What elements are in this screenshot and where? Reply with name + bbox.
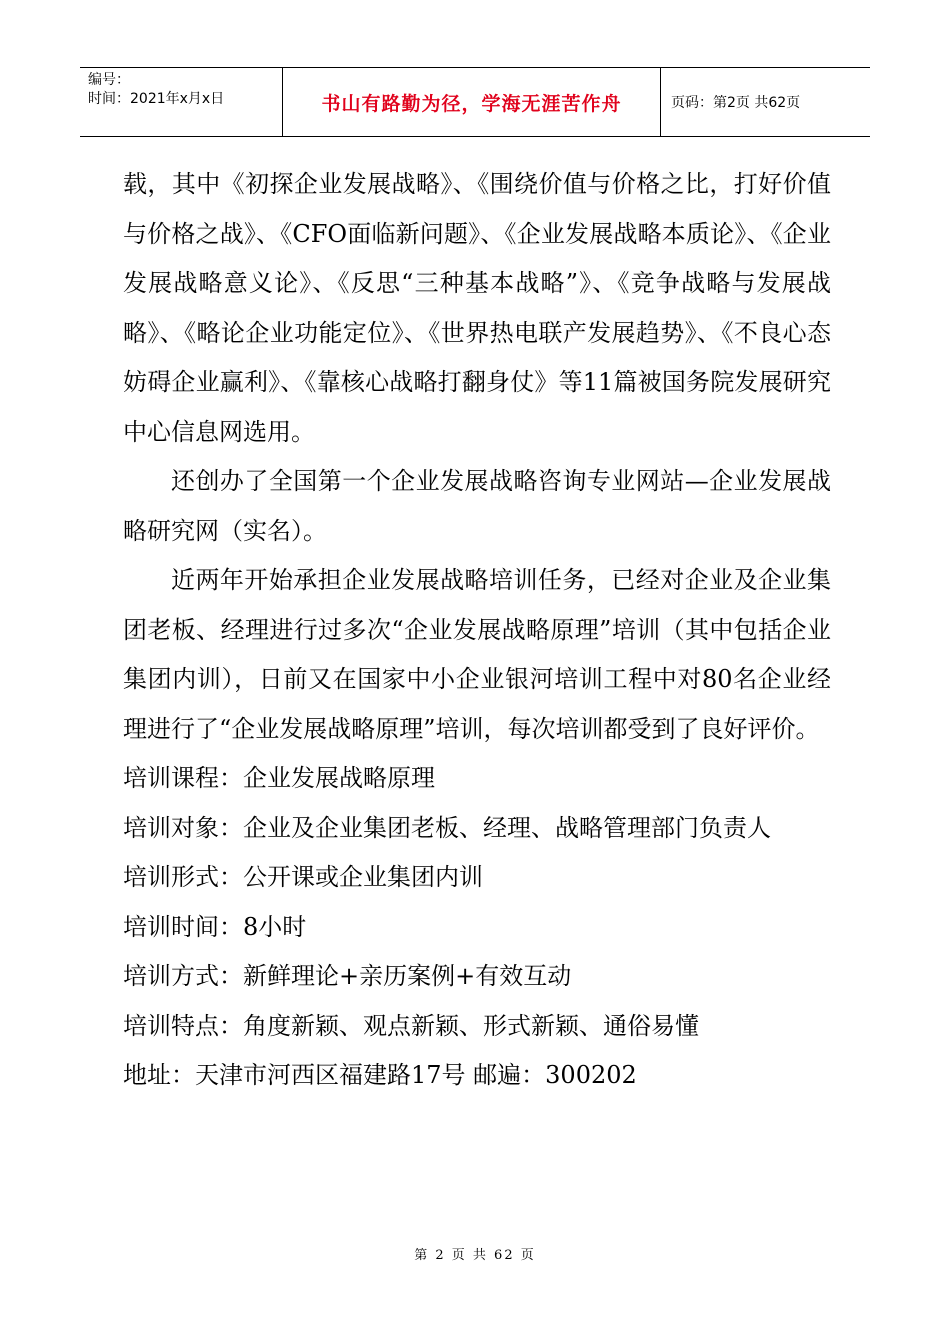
number-label: 编号：: [88, 72, 130, 88]
header-meta: [80, 68, 283, 136]
paragraph-website: 还创办了全国第一个企业发展战略咨询专业网站—企业发展战略研究网（实名）。: [123, 467, 831, 545]
page-header: [80, 67, 870, 137]
field-duration: 培训时间：8小时: [123, 912, 307, 941]
page-footer: 第 2 页 共 62 页: [414, 1248, 536, 1263]
paragraph-articles: 载，其中《初探企业发展战略》、《围绕价值与价格之比，打好价值与价格之战》、《CFO面临新问题》、《企业发展战略本质论》、《企业发展战略意义论》、《反思“三种基本战略”》、《竞争战略与发展战略》、《略论企业功能定位》、《世界热电联产发展趋势》、《不良心态妨碍企业赢利》、《靠核心战略打翻身仗》等11篇被国务院发展研究中心信息网选用。: [123, 170, 831, 446]
field-audience: 培训对象：企业及企业集团老板、经理、战略管理部门负责人: [123, 813, 771, 842]
field-address: 地址：天津市河西区福建路17号 邮遍：300202: [123, 1061, 637, 1089]
field-features: 培训特点：角度新颖、观点新颖、形式新颖、通俗易懂: [123, 1011, 699, 1040]
header-page-info: 页码：第2页 共62页: [671, 95, 801, 111]
header-motto: 书山有路勤为径，学海无涯苦作舟: [283, 68, 661, 136]
document-body: [123, 160, 831, 1101]
field-method: 培训方式：新鲜理论+亲历案例+有效互动: [123, 962, 572, 990]
field-course: 培训课程：企业发展战略原理: [123, 764, 435, 792]
paragraph-training: 近两年开始承担企业发展战略培训任务，已经对企业及企业集团老板、经理进行过多次“企业发展战略原理”培训（其中包括企业集团内训），日前又在国家中小企业银河培训工程中对80名企业经理进行了“企业发展战略原理”培训，每次培训都受到了良好评价。: [123, 566, 831, 743]
field-format: 培训形式：公开课或企业集团内训: [123, 863, 483, 891]
time-label: 时间：2021年x月x日: [88, 91, 225, 107]
